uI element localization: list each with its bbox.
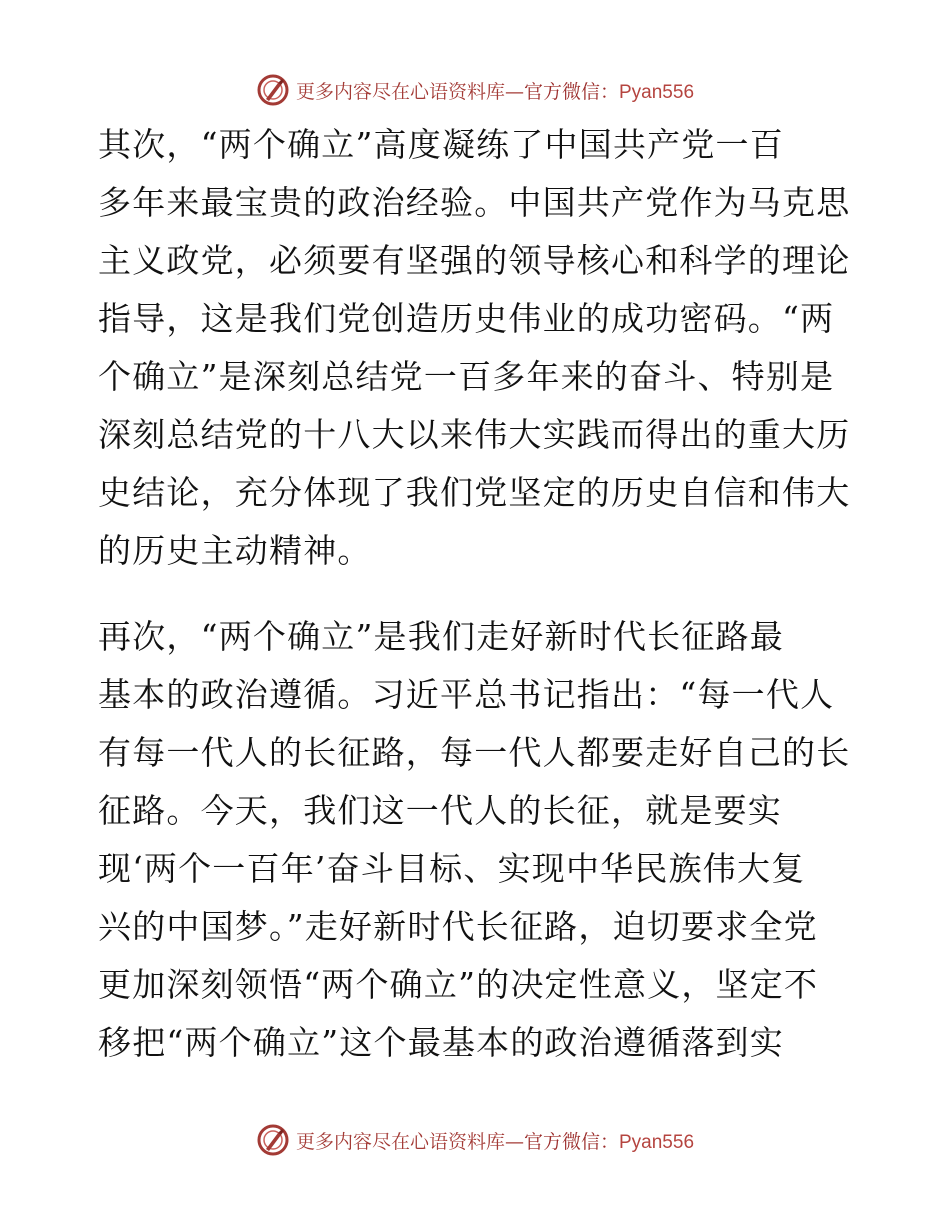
paragraph-2 [98, 608, 858, 1072]
footer-banner-title: 更多内容尽在心语资料库 [295, 1130, 505, 1153]
pen-circle-logo-icon [256, 1123, 290, 1157]
footer-wechat-label: 官方微信： [523, 1130, 619, 1153]
text-line: 再次，“两个确立”是我们走好新时代长征路最 [98, 617, 784, 656]
pen-circle-logo-icon [256, 73, 290, 107]
header-banner-title: 更多内容尽在心语资料库 [295, 80, 505, 103]
text-line: 史结论，充分体现了我们党坚定的历史自信和伟大 [98, 473, 851, 512]
text-line: 现‘两个一百年’奋斗目标、实现中华民族伟大复 [98, 849, 806, 888]
text-line: 其次，“两个确立”高度凝练了中国共产党一百 [98, 125, 784, 164]
text-line: 基本的政治遵循。习近平总书记指出：“每一代人 [98, 675, 835, 714]
header-wechat-label: 官方微信： [523, 80, 619, 103]
text-line: 主义政党，必须要有坚强的领导核心和科学的理论 [98, 241, 851, 280]
text-line: 深刻总结党的十八大以来伟大实践而得出的重大历 [98, 415, 851, 454]
header-banner-text [296, 77, 694, 104]
text-line: 个确立”是深刻总结党一百多年来的奋斗、特别是 [98, 357, 835, 396]
footer-banner-text [296, 1127, 694, 1154]
text-line: 多年来最宝贵的政治经验。中国共产党作为马克思 [98, 183, 851, 222]
text-line: 的历史主动精神。 [98, 531, 372, 570]
paragraph-1 [98, 116, 858, 580]
text-line: 指导，这是我们党创造历史伟业的成功密码。“两 [98, 299, 835, 338]
text-line: 有每一代人的长征路，每一代人都要走好自己的长 [98, 733, 851, 772]
header-banner [0, 70, 950, 110]
document-body [98, 116, 858, 1072]
text-line: 征路。今天，我们这一代人的长征，就是要实 [98, 791, 782, 830]
header-wechat-id: Pyan556 [619, 81, 695, 103]
text-line: 移把“两个确立”这个最基本的政治遵循落到实 [98, 1023, 784, 1062]
text-line: 兴的中国梦。”走好新时代长征路，迫切要求全党 [98, 907, 818, 946]
footer-banner-separator: — [504, 1130, 524, 1153]
footer-wechat-id: Pyan556 [619, 1131, 695, 1153]
header-banner-separator: — [504, 80, 524, 103]
footer-banner [0, 1120, 950, 1160]
text-line: 更加深刻领悟“两个确立”的决定性意义，坚定不 [98, 965, 819, 1004]
